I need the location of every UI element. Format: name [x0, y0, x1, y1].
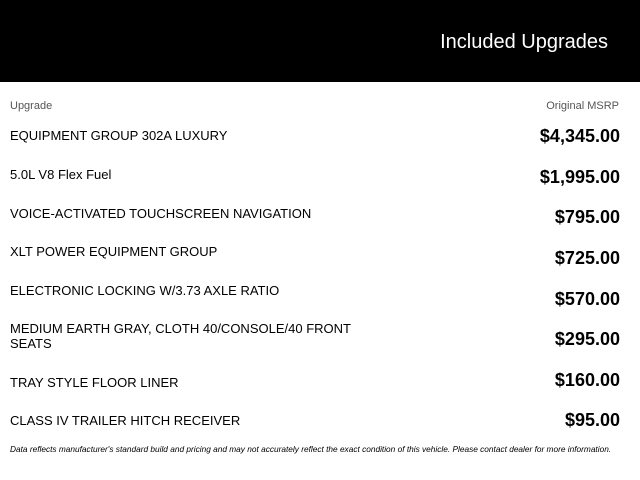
header-bar [0, 0, 640, 82]
upgrade-name: ELECTRONIC LOCKING W/3.73 AXLE RATIO [10, 283, 280, 298]
upgrade-name: TRAY STYLE FLOOR LINER [10, 375, 179, 390]
disclaimer-text: Data reflects manufacturer's standard build and pricing and may not accurately reflect the exact condition of this vehicle. Please contact dealer for more information. [10, 444, 612, 454]
upgrade-name: VOICE-ACTIVATED TOUCHSCREEN NAVIGATION [10, 206, 312, 221]
upgrade-name: CLASS IV TRAILER HITCH RECEIVER [10, 413, 241, 428]
upgrade-name: XLT POWER EQUIPMENT GROUP [10, 244, 218, 259]
page-title: Included Upgrades [440, 31, 608, 53]
upgrade-price: $570.00 [554, 289, 620, 309]
upgrade-price: $160.00 [554, 370, 620, 390]
upgrade-price: $4,345.00 [539, 126, 620, 146]
upgrade-price: $295.00 [554, 329, 620, 349]
column-header-upgrade: Upgrade [10, 100, 53, 112]
upgrade-name: EQUIPMENT GROUP 302A LUXURY [10, 128, 228, 143]
upgrade-price: $1,995.00 [539, 167, 620, 187]
upgrade-price: $95.00 [564, 410, 620, 430]
upgrade-name: MEDIUM EARTH GRAY, CLOTH 40/CONSOLE/40 FRONT SEATS [10, 321, 351, 351]
upgrade-price: $795.00 [554, 207, 620, 227]
upgrade-price: $725.00 [554, 248, 620, 268]
column-header-msrp: Original MSRP [546, 100, 619, 112]
upgrade-name: 5.0L V8 Flex Fuel [10, 167, 112, 182]
